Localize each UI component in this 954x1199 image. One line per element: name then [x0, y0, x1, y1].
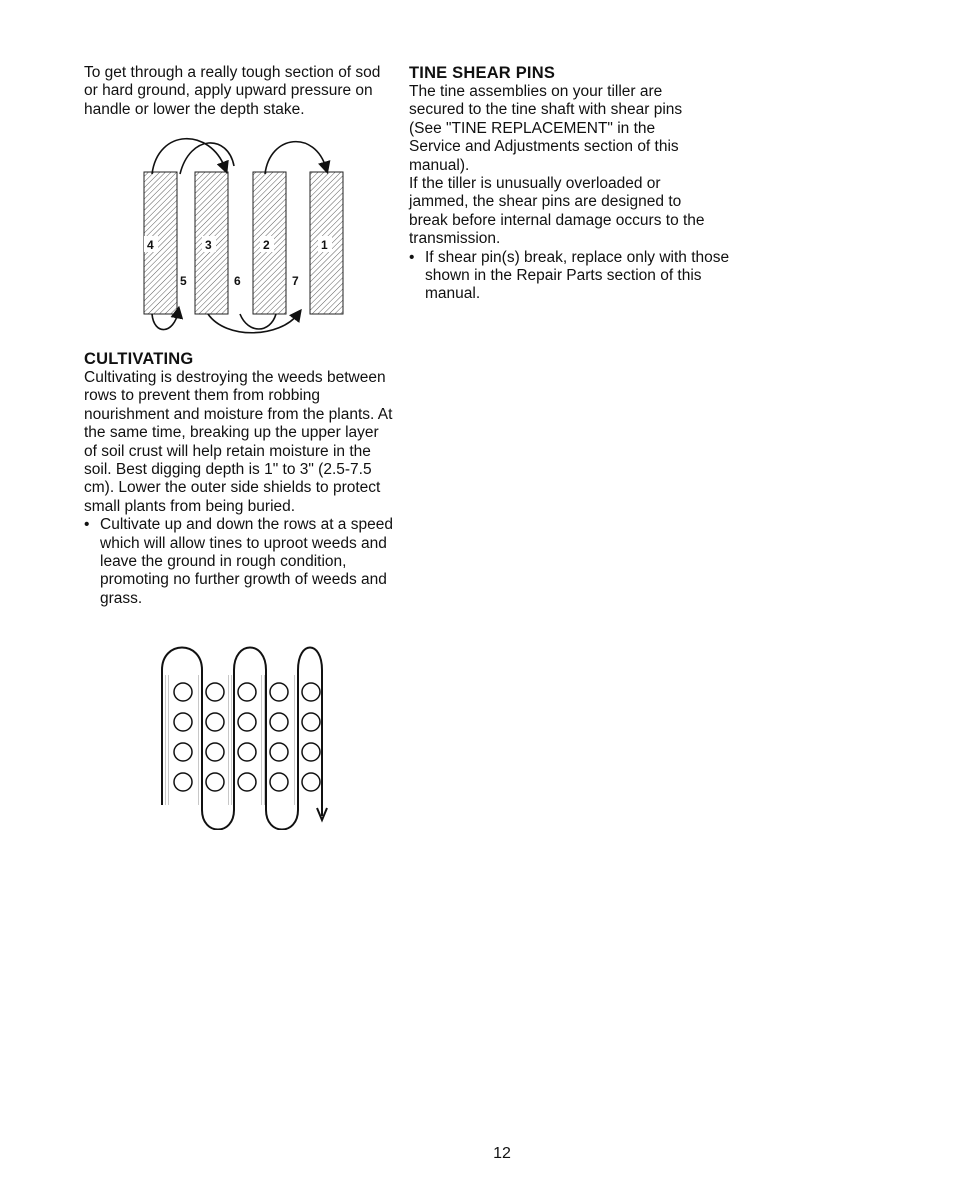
shear-pins-section: [409, 64, 729, 304]
strip-label-2: 2: [263, 238, 270, 252]
shear-pins-bullet-text: If shear pin(s) break, replace only with those shown in the Repair Parts section of this manual.: [425, 248, 730, 303]
gap-label-5: 5: [180, 274, 187, 288]
bullet-dot: •: [409, 248, 415, 266]
bullet-dot: •: [84, 516, 90, 534]
shear-pins-para1: The tine assemblies on your tiller are secured to the tine shaft with shear pins (See "TINE REPLACEMENT" in the Service and Adjustments section of this manual).: [409, 83, 683, 174]
gap-label-6: 6: [234, 274, 241, 288]
strip-label-4: 4: [147, 238, 154, 252]
cultivating-section: [84, 350, 404, 608]
shear-pins-bullet: [409, 249, 735, 304]
cultivating-bullet-text: Cultivate up and down the rows at a speed which will allow tines to uproot weeds and leave the ground in rough condition, promoting no further growth of weeds and grass.: [100, 516, 393, 607]
cultivating-bullet: [84, 516, 400, 608]
tilling-pattern-figure: [130, 128, 360, 338]
arc-arrow-2: [180, 143, 234, 174]
intro-paragraph: To get through a really tough section of sod or hard ground, apply upward pressure on handle or lower the depth stake.: [84, 64, 381, 118]
bottom-arrow-3: [240, 314, 276, 329]
strip-label-3: 3: [205, 238, 212, 252]
cultivating-heading: CULTIVATING: [84, 350, 194, 368]
bottom-arrow-2: [208, 314, 298, 333]
cultivating-rows-figure: [150, 640, 340, 830]
strip-label-1: 1: [321, 238, 328, 252]
bottom-arrow-1: [152, 312, 178, 330]
shear-pins-heading: TINE SHEAR PINS: [409, 64, 556, 82]
arc-arrow-3: [265, 142, 326, 174]
cultivating-body: Cultivating is destroying the weeds between rows to prevent them from robbing nourishment and moisture from the plants. At the same time, breaking up the upper layer of soil crust will help retain moisture in the soil. Best digging depth is 1" to 3" (2.5-7.5 cm). Lower the outer side shields to protect small plants from being buried.: [84, 369, 393, 515]
page-number: 12: [493, 1145, 511, 1162]
shear-pins-para2: If the tiller is unusually overloaded or jammed, the shear pins are designed to break before internal damage occurs to the transmission.: [409, 175, 705, 248]
cultivating-path: [162, 648, 322, 830]
gap-label-7: 7: [292, 274, 299, 288]
left-column: [84, 64, 404, 119]
